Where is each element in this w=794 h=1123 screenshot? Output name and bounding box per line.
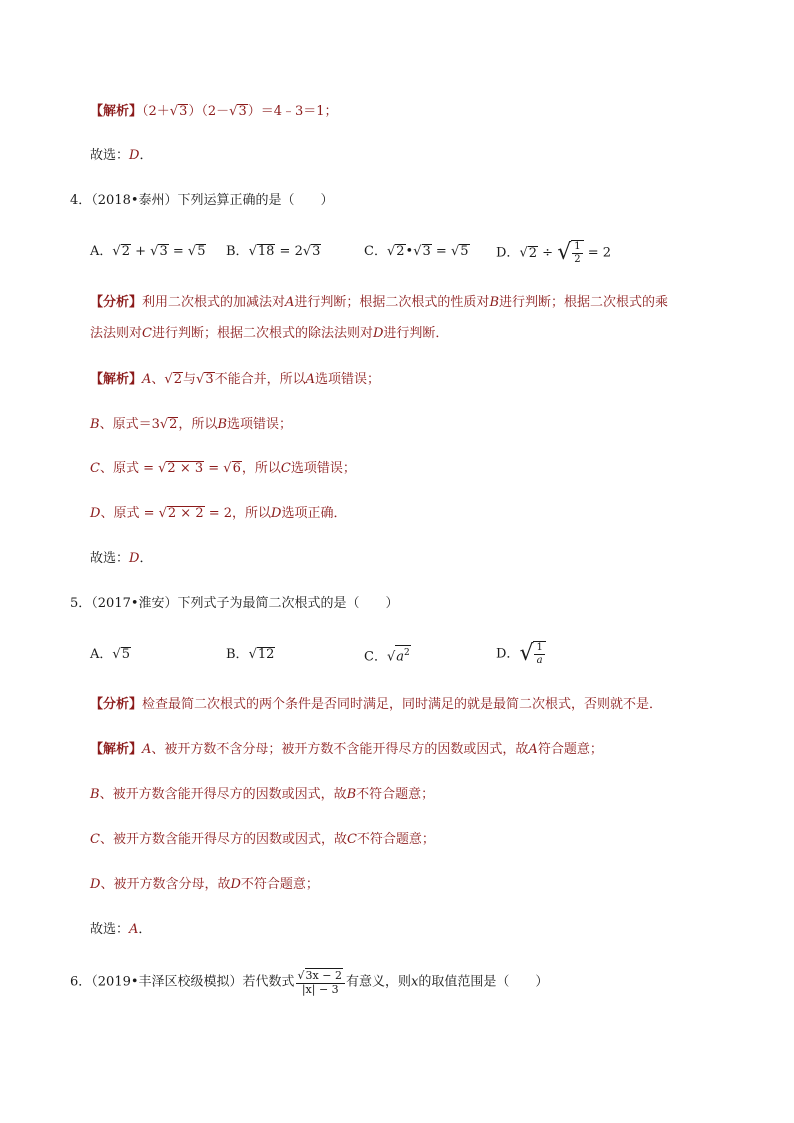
q4-option-d[interactable] xyxy=(496,240,611,266)
operator: • xyxy=(405,244,414,259)
text: 选项错误； xyxy=(315,372,381,387)
radicand: 3 xyxy=(179,104,188,119)
period: ． xyxy=(139,551,153,566)
letter: B xyxy=(489,295,499,310)
text: 有意义，则 xyxy=(345,974,411,990)
text: 选项错误； xyxy=(227,417,293,432)
option-label: B． xyxy=(226,647,249,662)
answer-letter: D xyxy=(129,148,140,163)
operator: = xyxy=(431,244,451,259)
text: 、被开方数不含分母；被开方数不含能开得尽方的因数或因式，故 xyxy=(151,742,529,757)
option-label: B． xyxy=(226,244,249,259)
text: 进行判断；根据二次根式的性质对 xyxy=(294,295,490,310)
expr-part: ）＝4﹣3＝1； xyxy=(247,104,338,119)
sqrt-symbol: √ xyxy=(158,506,167,521)
radicand xyxy=(395,645,411,664)
radicand: 2 × 3 xyxy=(167,461,204,476)
letter: D xyxy=(372,326,384,341)
q5-option-a[interactable] xyxy=(90,645,131,665)
text: ，所以 xyxy=(178,417,218,432)
letter: C xyxy=(90,832,100,847)
text: 利用二次根式的加减法对 xyxy=(142,295,286,310)
q5-solution-c xyxy=(90,830,435,850)
q5-solution-d xyxy=(90,875,319,895)
solution-tag: 【解析】 xyxy=(90,742,143,757)
choose-label: 故选： xyxy=(90,551,130,566)
radicand: 2 xyxy=(121,244,130,259)
choose-label: 故选： xyxy=(90,148,130,163)
q4-analysis-line-1 xyxy=(90,293,668,313)
text: 、原式 = xyxy=(99,461,159,476)
solution-tag: 【解析】 xyxy=(90,104,143,119)
sqrt-symbol: √ xyxy=(386,649,396,665)
text: 、被开方数含能开得尽方的因数或因式，故 xyxy=(99,787,347,802)
radicand: 18 xyxy=(257,244,275,259)
operator: = 2 xyxy=(275,244,303,259)
radicand: 5 xyxy=(197,244,206,259)
option-label: A． xyxy=(90,647,113,662)
text: 、被开方数含能开得尽方的因数或因式，故 xyxy=(99,832,347,847)
letter: B xyxy=(217,417,227,432)
q4-answer-line xyxy=(90,549,152,569)
answer-letter: A xyxy=(129,922,139,937)
sqrt-symbol: √ xyxy=(248,244,257,259)
sqrt-symbol: √ xyxy=(450,244,460,259)
letter: B xyxy=(346,787,357,802)
solution-tag: 【解析】 xyxy=(90,372,143,387)
letter: A xyxy=(305,372,315,387)
radicand: 2 xyxy=(169,417,178,432)
text: 法法则对 xyxy=(90,326,143,341)
radicand: 2 xyxy=(396,244,405,259)
fraction xyxy=(296,968,345,996)
letter: D xyxy=(271,506,282,521)
expr-part: （2＋ xyxy=(142,104,170,119)
q5-option-c[interactable] xyxy=(364,645,411,667)
operator: + xyxy=(130,244,151,259)
text: 、原式＝3 xyxy=(99,417,160,432)
letter: A xyxy=(142,372,152,387)
letter: A xyxy=(142,742,152,757)
q5-analysis-line xyxy=(90,695,662,715)
text: 、原式 = xyxy=(100,506,159,521)
radicand: 3 xyxy=(312,244,321,259)
q5-solution-a xyxy=(90,740,603,760)
option-label: D． xyxy=(496,245,520,261)
text: 检查最简二次根式的两个条件是否同时满足，同时满足的就是最简二次根式，否则就不是． xyxy=(142,697,663,712)
radicand: 5 xyxy=(460,244,469,259)
text: 、 xyxy=(151,372,165,387)
sqrt-symbol: √ xyxy=(413,244,422,259)
text: 不符合题意； xyxy=(356,832,435,847)
period: ． xyxy=(138,922,152,937)
sqrt-symbol: √ xyxy=(229,104,238,119)
text: = xyxy=(204,461,224,476)
letter: C xyxy=(346,832,357,847)
text: 选项正确． xyxy=(281,506,347,521)
q4-solution-a xyxy=(90,370,380,390)
radicand: 3 xyxy=(205,372,214,387)
q4-option-a[interactable] xyxy=(90,242,206,262)
letter: C xyxy=(142,326,152,341)
text: 6．（2019•丰泽区校级模拟）若代数式 xyxy=(70,974,295,990)
sqrt-symbol: √ xyxy=(112,647,121,662)
q4-stem: 4．（2018•泰州）下列运算正确的是（ ） xyxy=(70,193,334,208)
sqrt-symbol: √ xyxy=(196,372,205,387)
radicand: 6 xyxy=(232,461,241,476)
sqrt-symbol: √ xyxy=(112,244,121,259)
sqrt-symbol: √ xyxy=(187,244,197,259)
letter: B xyxy=(90,787,100,802)
q4-option-c[interactable] xyxy=(364,242,470,262)
q5-option-d[interactable] xyxy=(496,641,546,667)
variable: x xyxy=(410,974,419,990)
option-label: A． xyxy=(90,244,113,259)
radicand: 3 xyxy=(422,244,431,259)
analysis-tag: 【分析】 xyxy=(90,697,143,712)
expr-part: ）（2－ xyxy=(188,104,230,119)
option-label: D． xyxy=(496,646,520,662)
q3-answer-line xyxy=(90,146,152,166)
letter: C xyxy=(280,461,291,476)
letter: D xyxy=(90,506,101,521)
q5-answer-line xyxy=(90,920,151,940)
sqrt-symbol: √ xyxy=(158,461,167,476)
sqrt-symbol: √ xyxy=(164,372,173,387)
operator: = xyxy=(168,244,188,259)
letter: C xyxy=(90,461,100,476)
period: ． xyxy=(139,148,153,163)
letter: A xyxy=(528,742,538,757)
denominator: 2 xyxy=(574,254,581,265)
text: = 2，所以 xyxy=(204,506,272,521)
radicand: 2 xyxy=(528,245,538,261)
q3-solution-line xyxy=(90,102,338,122)
text: 符合题意； xyxy=(537,742,603,757)
text: ，所以 xyxy=(241,461,281,476)
sqrt-symbol: √ xyxy=(169,104,179,119)
radicand: 3 xyxy=(238,104,247,119)
letter: D xyxy=(90,877,101,892)
operator: ÷ xyxy=(538,245,558,261)
q4-solution-b xyxy=(90,415,292,435)
option-label: C． xyxy=(364,244,387,259)
sqrt-symbol: √ xyxy=(386,244,396,259)
choose-label: 故选： xyxy=(90,922,130,937)
text: 的取值范围是（ ） xyxy=(418,974,549,990)
letter: A xyxy=(285,295,295,310)
sqrt-symbol: √ xyxy=(302,244,312,259)
radicand: 12 xyxy=(257,647,275,662)
numerator: 1 xyxy=(536,642,543,653)
text: 不能合并，所以 xyxy=(214,372,306,387)
text: 进行判断；根据二次根式的除法法则对 xyxy=(151,326,373,341)
text: 选项错误； xyxy=(290,461,356,476)
denominator: |x| − 3 xyxy=(301,983,339,996)
text: 进行判断；根据二次根式的乘 xyxy=(499,295,669,310)
q4-solution-d xyxy=(90,504,347,524)
text: 不符合题意； xyxy=(240,877,319,892)
radicand: 2 xyxy=(173,372,182,387)
denominator: a xyxy=(536,655,543,666)
text: 进行判断． xyxy=(383,326,449,341)
sqrt-symbol: √ xyxy=(519,245,528,261)
exponent: 2 xyxy=(404,648,410,658)
text: 与 xyxy=(183,372,197,387)
sqrt-symbol: √ xyxy=(223,461,232,476)
radicand: 3 xyxy=(159,244,168,259)
operator: = 2 xyxy=(583,245,612,261)
option-label: C． xyxy=(364,649,387,665)
q4-analysis-line-2 xyxy=(90,324,448,344)
letter: D xyxy=(230,877,241,892)
q5-stem: 5．（2017•淮安）下列式子为最简二次根式的是（ ） xyxy=(70,596,399,611)
text: 不符合题意； xyxy=(356,787,435,802)
q4-solution-c xyxy=(90,459,356,479)
letter: B xyxy=(90,417,100,432)
answer-letter: D xyxy=(129,551,140,566)
fraction-sqrt: √ $\frac{1}{2}$ xyxy=(557,240,583,266)
radicand: 2 × 2 xyxy=(167,506,204,521)
radicand: 3x − 2 xyxy=(305,969,342,982)
sqrt-symbol: √ xyxy=(150,244,159,259)
numerator: 1 xyxy=(574,241,581,252)
sqrt-symbol: √ xyxy=(248,647,257,662)
q6-stem xyxy=(70,968,548,996)
q4-option-b[interactable] xyxy=(226,242,321,262)
text: 、被开方数含分母，故 xyxy=(100,877,231,892)
fraction-sqrt: √ $\frac{1}{a}$ xyxy=(519,641,545,667)
q5-solution-b xyxy=(90,785,434,805)
numerator: √3x − 2 xyxy=(296,968,345,984)
q5-option-b[interactable] xyxy=(226,645,275,665)
radicand: 5 xyxy=(121,647,130,662)
analysis-tag: 【分析】 xyxy=(90,295,143,310)
variable: a xyxy=(396,649,405,665)
sqrt-symbol: √ xyxy=(159,417,169,432)
